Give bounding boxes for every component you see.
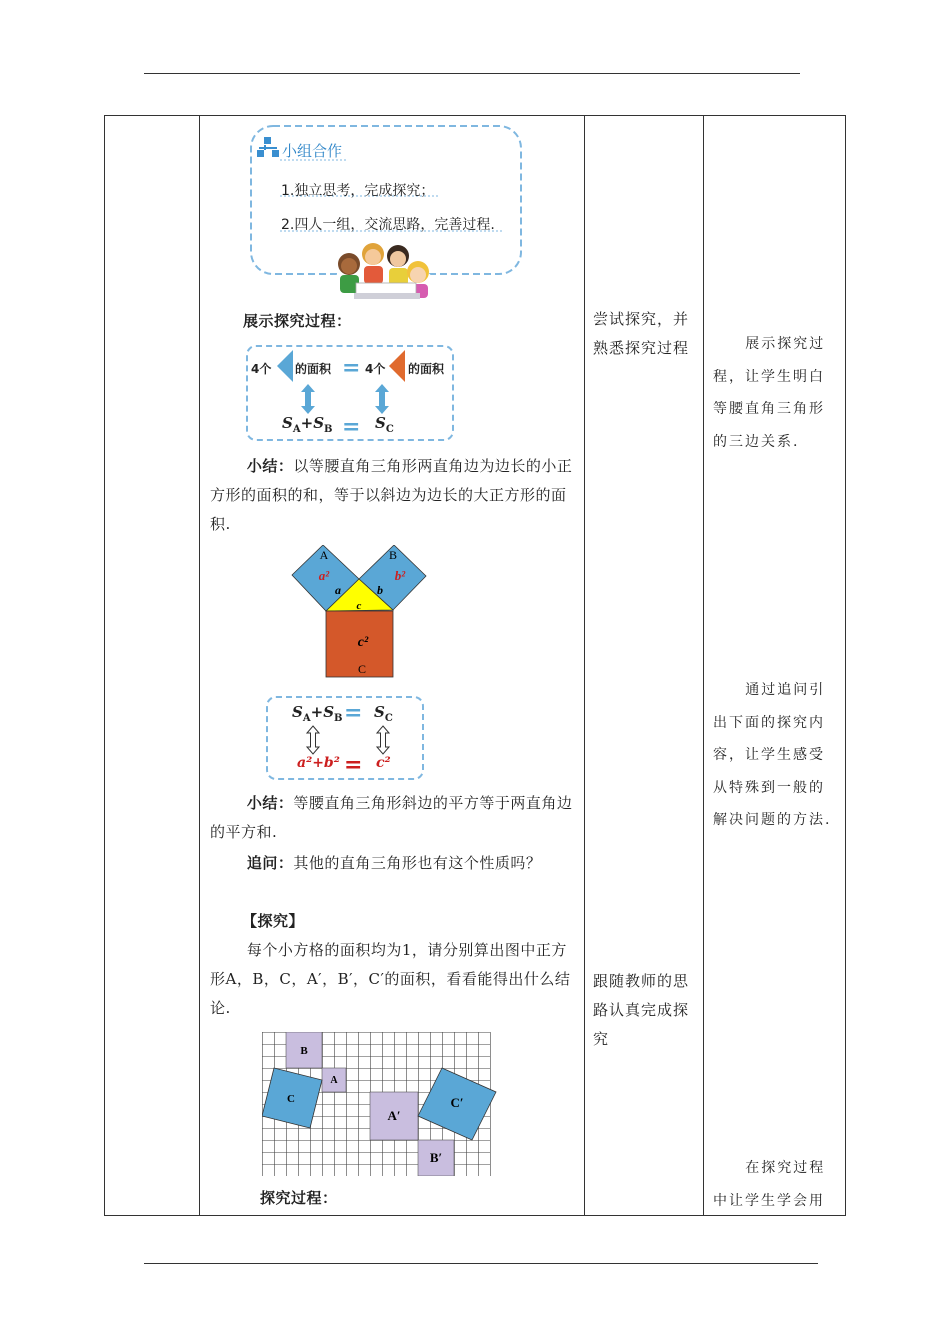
area-a2: a² [318,568,330,583]
col-divider-1 [199,116,200,1215]
area-right-text: 的面积 [408,362,445,376]
sc-term: $S_C$ [375,414,394,435]
col-divider-2 [584,116,585,1215]
collab-title: 小组合作 [282,142,343,160]
summary-1-text: 以等腰直角三角形两直角边为边长的小正方形的面积的和，等于以斜边为边长的大正方形的面积. [210,457,573,533]
grid-figure [262,1032,498,1176]
grid-label-C-prime: C′ [450,1095,464,1110]
grid-label-A-prime: A′ [387,1108,401,1123]
area-left-text: 的面积 [295,362,332,376]
collab-step-2: 2.四人一组，交流思路，完善过程. [281,217,495,233]
side-c: c [356,600,362,612]
area-b2: b² [394,568,406,583]
sum-sa-sb: $S_A+S_B$ [282,414,333,435]
grid-label-B: B [300,1045,308,1057]
header-rule [144,73,800,74]
question-label: 追问： [246,854,294,872]
triangle-left-icon [275,350,295,382]
col-divider-3 [703,116,704,1215]
label-C: C [357,662,367,676]
grid-label-B-prime: B′ [429,1150,443,1165]
triangle-right-icon [387,350,407,382]
box2-equals-bottom: = [344,752,363,778]
pythagorean-figure [290,545,430,680]
summary-2-label: 小结： [246,794,294,812]
design-intent-1: 展示探究过程，让学生明白等腰直角三角形的三边关系. [713,336,826,450]
box2-equals-top: = [344,700,363,726]
box2-a2b2: a²+b² [297,755,340,771]
explore-title: 【探究】 [242,912,305,930]
side-b: b [377,583,383,597]
equals-bottom: = [342,414,361,440]
double-arrow-right [374,384,390,414]
grid-label-A: A [330,1075,338,1086]
box2-c2: c² [376,755,391,771]
double-arrow-left [300,384,316,414]
box2-sum-s: $S_A+S_B$ [292,703,343,724]
area-c2: c² [357,635,369,650]
equals-top: = [342,355,361,381]
box2-sc: $S_C$ [374,703,393,724]
count-left: 4个 [251,362,272,376]
show-process-title: 展示探究过程： [243,312,352,330]
label-A: A [319,548,329,562]
grid-label-C: C [287,1093,295,1105]
student-activity-1: 尝试探究，并熟悉探究过程 [593,310,690,357]
count-right: 4个 [365,362,386,376]
summary-2-text: 等腰直角三角形斜边的平方等于两直角边的平方和. [210,794,573,841]
hollow-arrow-left [306,725,320,755]
explore-text: 每个小方格的面积均为1，请分别算出图中正方形A，B，C，A′，B′，C′的面积，看看能得出什么结论. [210,941,571,1017]
collab-step-1: 1.独立思考，完成探究； [281,183,435,199]
follow-up-question [210,849,580,878]
summary-2 [210,789,580,847]
design-intent-2: 通过追问引出下面的探究内容，让学生感受从特殊到一般的解决问题的方法. [713,682,832,828]
explore-process-title: 探究过程： [260,1189,338,1207]
label-B: B [388,548,398,562]
footer-rule [144,1263,818,1264]
summary-1 [210,452,580,539]
student-activity-2: 跟随教师的思路认真完成探究 [593,972,690,1048]
side-a: a [335,583,341,597]
design-intent-3: 在探究过程中让学生学会用 [713,1160,826,1209]
question-text: 其他的直角三角形也有这个性质吗？ [293,854,542,872]
hollow-arrow-right [376,725,390,755]
summary-1-label: 小结： [246,457,294,475]
